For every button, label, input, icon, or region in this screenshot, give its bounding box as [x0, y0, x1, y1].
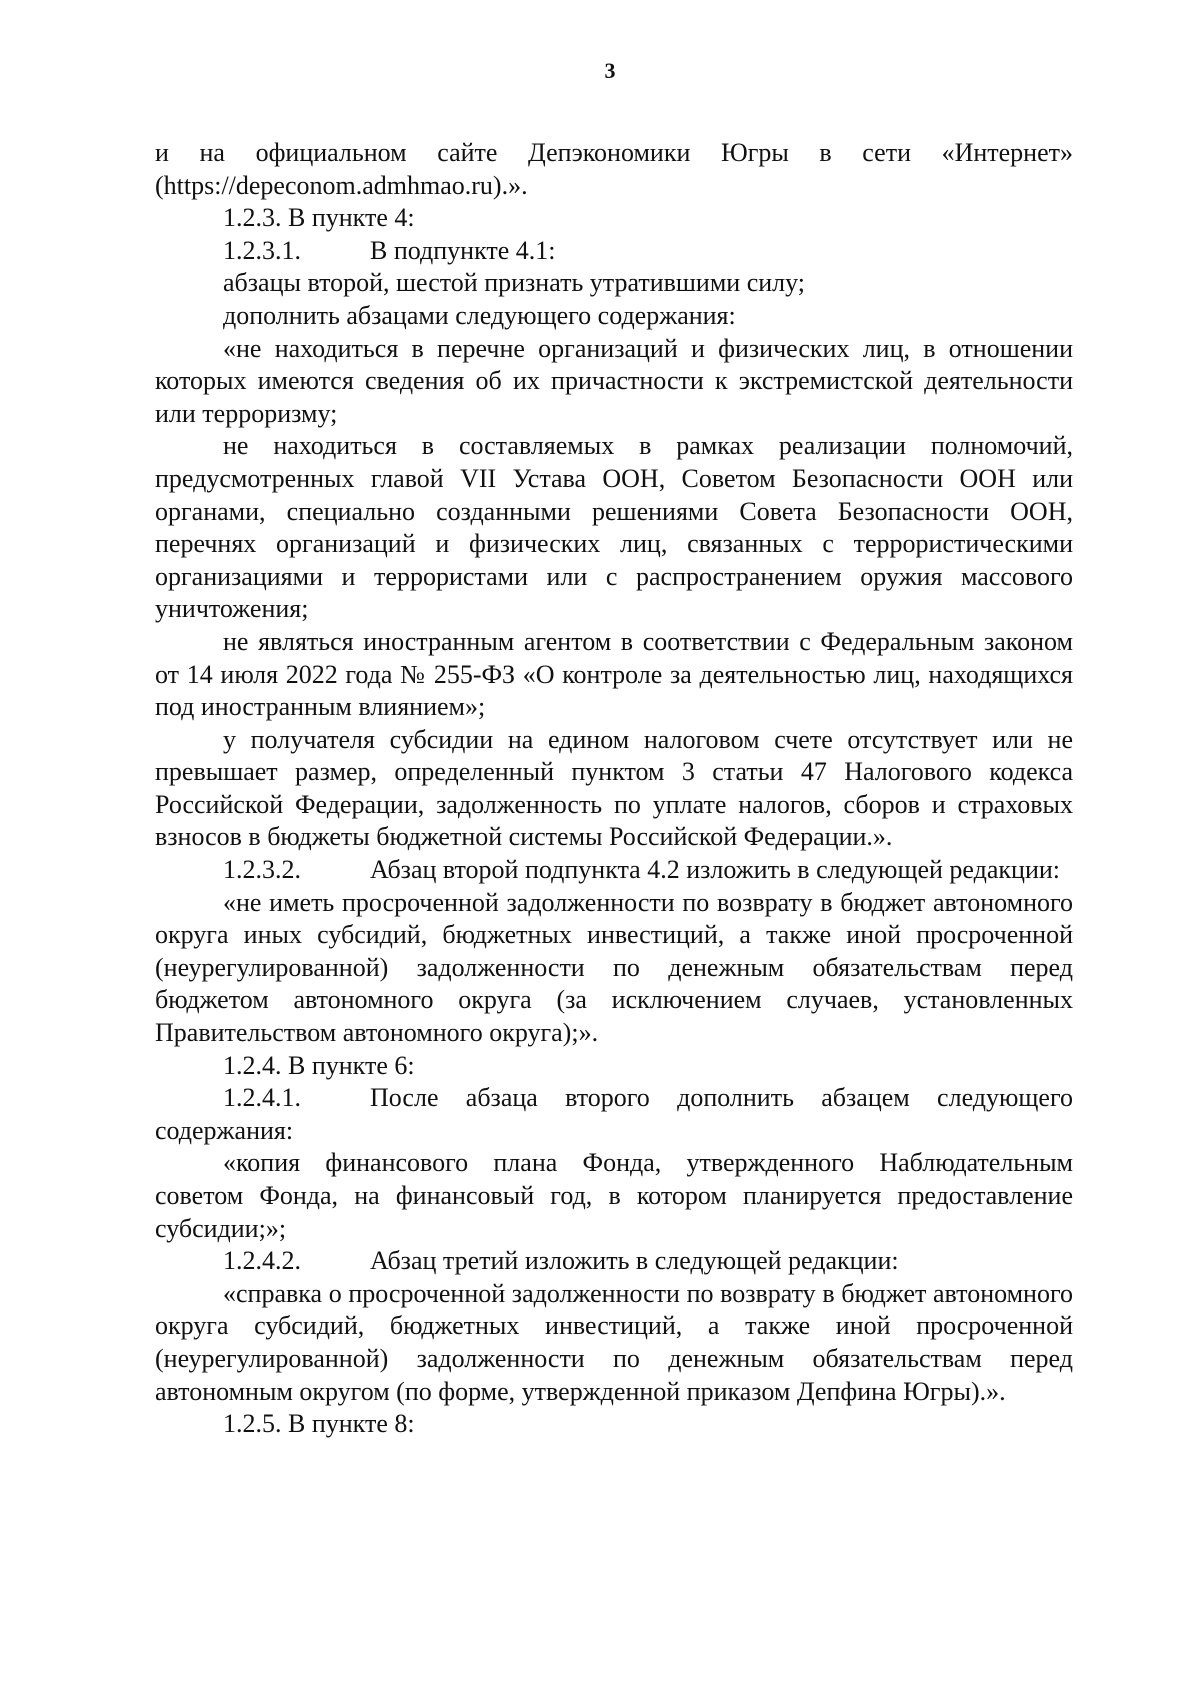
- paragraph-perechen-ekstremizm: «не находиться в перечне организаций и физических лиц, в отношении которых имеются сведения об их причастности к экстремистской деятельности или терроризму;: [155, 333, 1073, 428]
- page-number: 3: [604, 58, 616, 83]
- paragraph-1-2-3-2: [155, 854, 1073, 887]
- paragraph-abzacy-utratili-silu: абзацы второй, шестой признать утратившими силу;: [223, 268, 806, 298]
- item-text: Абзац второй подпункта 4.2 изложить в следующей редакции:: [370, 855, 1060, 885]
- paragraph-1-2-4-2: [155, 1245, 1073, 1278]
- item-text: В подпункте 4.1:: [370, 235, 556, 265]
- item-number: 1.2.4.1.: [223, 1083, 301, 1113]
- paragraph-dopolnit-abzacami: дополнить абзацами следующего содержания:: [223, 300, 736, 330]
- paragraph-1-2-4: 1.2.4. В пункте 6:: [223, 1050, 415, 1080]
- paragraph-1-2-3-1: [155, 235, 1073, 268]
- paragraph-kopiya-finplana: «копия финансового плана Фонда, утвержденного Наблюдательным советом Фонда, на финансовый год, в котором планируется предоставление субсидии;»;: [155, 1148, 1073, 1243]
- paragraph-continuation: и на официальном сайте Депэкономики Югры в сети «Интернет» (https://depeconom.admhmao.ru).».: [155, 138, 1073, 200]
- paragraph-nalogovyj-schet: у получателя субсидии на едином налоговом счете отсутствует или не превышает размер, определенный пунктом 3 статьи 47 Налогового кодекса Российской Федерации, задолженность по уплате налогов, сборов и страховых взносов в бюджеты бюджетной системы Российской Федерации.».: [155, 724, 1073, 852]
- paragraph-spravka: «справка о просроченной задолженности по возврату в бюджет автономного округа субсидий, бюджетных инвестиций, а также иной просроченной (неурегулированной) задолженности по денежным обязательствам перед автономным округом (по форме, утвержденной приказом Депфина Югры).».: [155, 1278, 1073, 1406]
- paragraph-1-2-4-1: [155, 1082, 1073, 1147]
- item-text: Абзац третий изложить в следующей редакции:: [370, 1246, 899, 1276]
- paragraph-prosrochennaya-zadolzhennost: «не иметь просроченной задолженности по возврату в бюджет автономного округа иных субсидий, бюджетных инвестиций, а также иной просроченной (неурегулированной) задолженности по денежным обязательствам перед бюджетом автономного округа (за исключением случаев, установленных Правительством автономного округа);».: [155, 887, 1073, 1048]
- item-text: После абзаца второго дополнить абзацем следующего содержания:: [155, 1083, 1073, 1145]
- paragraph-perechen-oon: не находиться в составляемых в рамках реализации полномочий, предусмотренных главой VII Устава ООН, Советом Безопасности ООН или органами, специально созданными решениями Совета Безопасности ООН, перечнях организаций и физических лиц, связанных с террористическими организациями и террористами или с распространением оружия массового уничтожения;: [155, 431, 1073, 624]
- document-body: [155, 137, 1073, 1441]
- item-number: 1.2.3.1.: [223, 235, 301, 265]
- item-number: 1.2.3.2.: [223, 855, 301, 885]
- paragraph-inostrannyj-agent: не являться иностранным агентом в соответствии с Федеральным законом от 14 июля 2022 года № 255-ФЗ «О контроле за деятельностью лиц, находящихся под иностранным влиянием»;: [155, 626, 1073, 722]
- paragraph-1-2-5: 1.2.5. В пункте 8:: [223, 1409, 415, 1439]
- item-number: 1.2.4.2.: [223, 1246, 301, 1276]
- paragraph-1-2-3: 1.2.3. В пункте 4:: [223, 203, 415, 233]
